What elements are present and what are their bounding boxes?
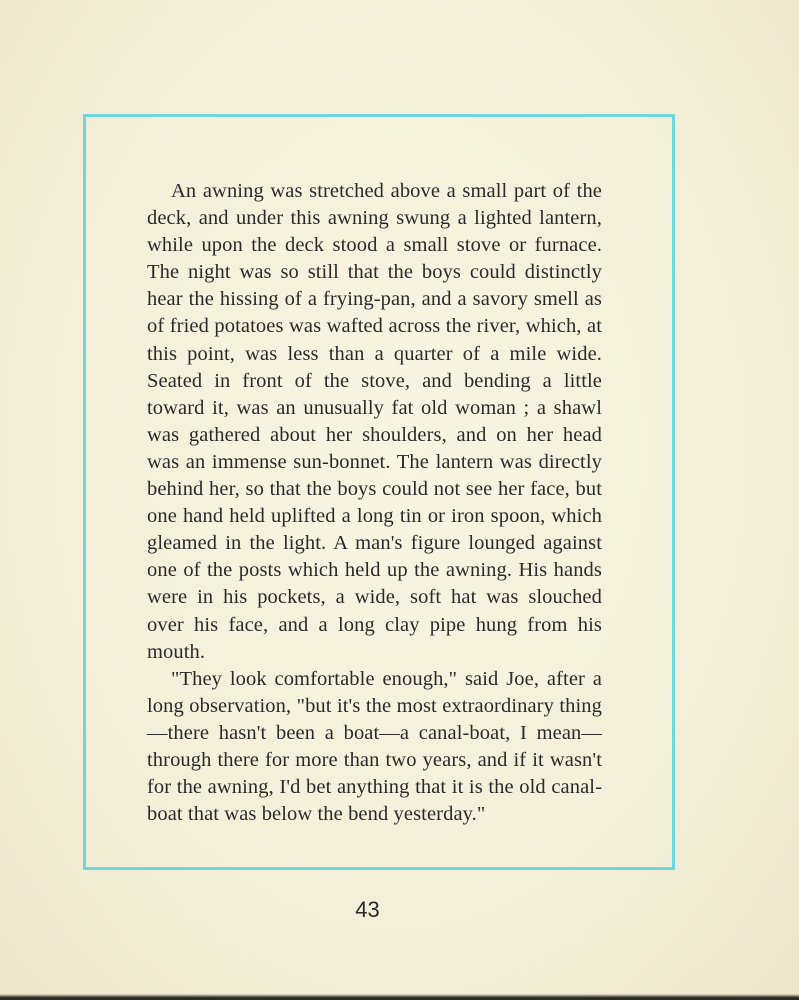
page-number: 43: [355, 897, 380, 922]
scan-edge-shadow: [0, 994, 799, 1000]
paragraph-2: "They look comfortable enough," said Joe, after a long observation, "but it's the most extraordinary thing—there hasn't been a boat—a canal-boat, I mean—through there for more than two years, and if it wasn't for the awning, I'd bet anything that it is the old canal-boat that was below the bend yesterday.": [147, 667, 602, 826]
body-text: [147, 178, 602, 828]
paragraph-1: An awning was stretched above a small part of the deck, and under this awning swung a lighted lantern, while upon the deck stood a small stove or furnace. The night was so still that the boys could distinctly hear the hissing of a frying-pan, and a savory smell as of fried potatoes was wafted across the river, which, at this point, was less than a quarter of a mile wide. Seated in front of the stove, and bending a little toward it, was an unusually fat old woman ; a shawl was gathered about her shoulders, and on her head was an immense sun-bonnet. The lantern was directly behind her, so that the boys could not see her face, but one hand held uplifted a long tin or iron spoon, which gleamed in the light. A man's figure lounged against one of the posts which held up the awning. His hands were in his pockets, a wide, soft hat was slouched over his face, and a long clay pipe hung from his mouth.: [147, 180, 602, 663]
